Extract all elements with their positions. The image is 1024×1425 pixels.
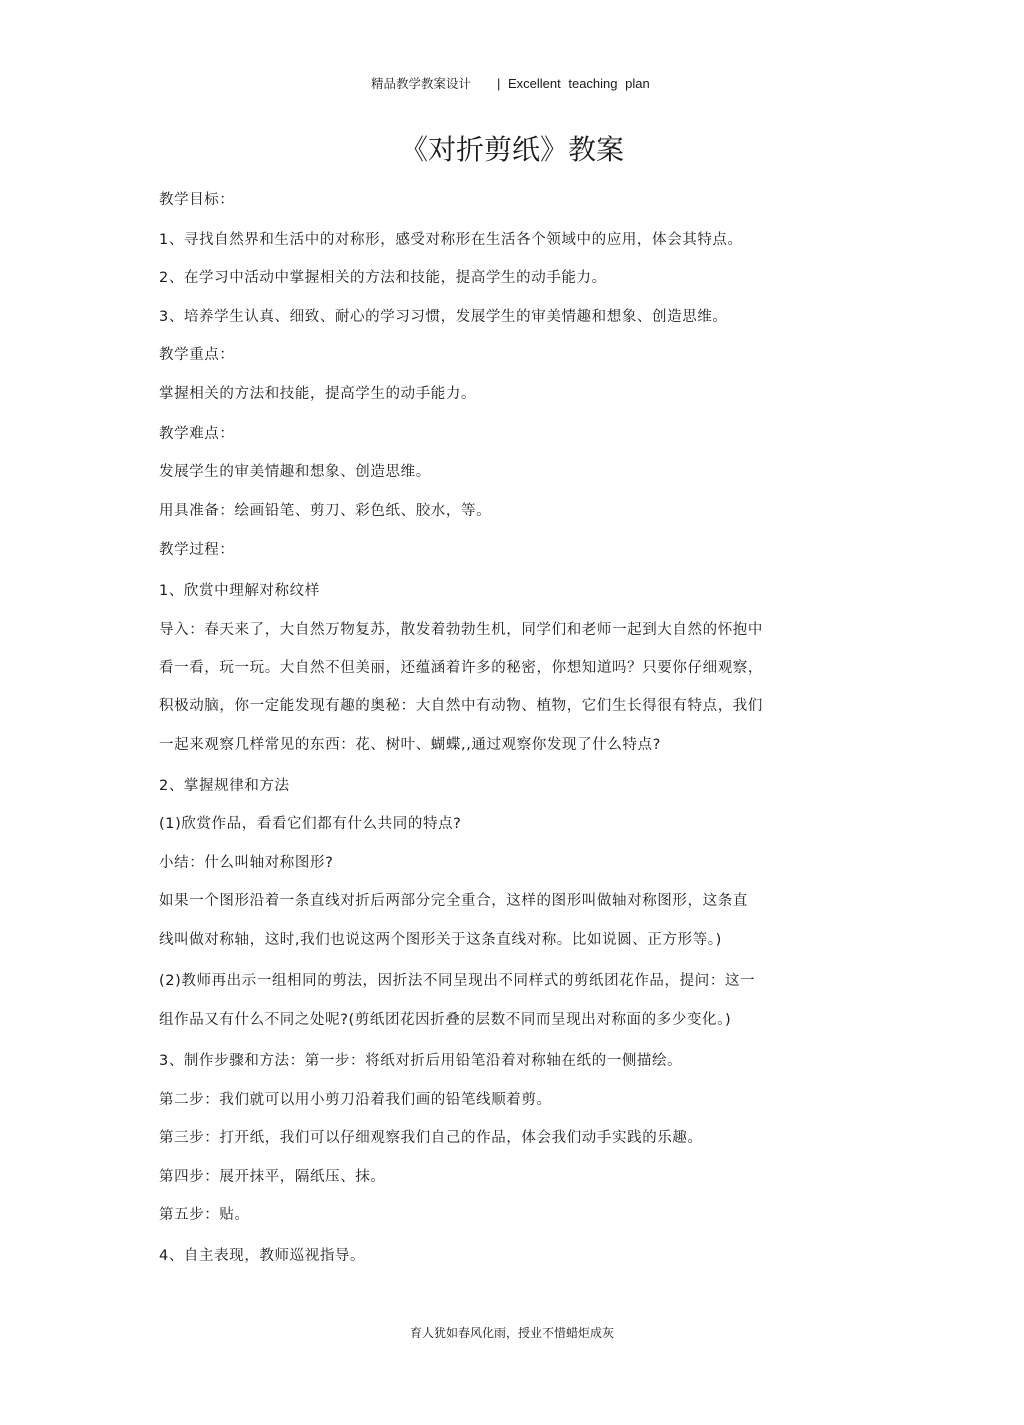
paragraph-line: 积极动脑，你一定能发现有趣的奥秘：大自然中有动物、植物，它们生长得很有特点，我们 (159, 698, 763, 714)
paragraph-line: 组作品又有什么不同之处呢?(剪纸团花因折叠的层数不同而呈现出对称面的多少变化。) (159, 1012, 732, 1028)
paragraph-line: (1)欣赏作品，看看它们都有什么共同的特点? (159, 816, 462, 832)
paragraph-line: 掌握相关的方法和技能，提高学生的动手能力。 (159, 386, 477, 402)
document-title: 《对折剪纸》教案 (399, 133, 624, 166)
paragraph-line: 第五步：贴。 (159, 1207, 250, 1223)
paragraph-line: 1、欣赏中理解对称纹样 (159, 583, 320, 599)
header-right-text: | Excellent teaching plan (497, 76, 650, 91)
paragraph-line: 第四步：展开抹平，隔纸压、抹。 (159, 1169, 386, 1185)
section-heading-key-points: 教学重点： (159, 347, 235, 363)
paragraph-line: 用具准备：绘画铅笔、剪刀、彩色纸、胶水，等。 (159, 503, 492, 519)
paragraph-line: 3、培养学生认真、细致、耐心的学习习惯，发展学生的审美情趣和想象、创造思维。 (159, 309, 728, 325)
section-heading-difficulties: 教学难点： (159, 426, 235, 442)
header-left-text: 精品教学教案设计 (371, 76, 472, 91)
paragraph-line: 2、在学习中活动中掌握相关的方法和技能，提高学生的动手能力。 (159, 270, 607, 286)
paragraph-line: 发展学生的审美情趣和想象、创造思维。 (159, 464, 431, 480)
paragraph-line: 一起来观察几样常见的东西：花、树叶、蝴蝶,,通过观察你发现了什么特点? (159, 737, 661, 753)
paragraph-line: 线叫做对称轴，这时,我们也说这两个图形关于这条直线对称。比如说圆、正方形等。) (159, 932, 722, 948)
paragraph-line: 如果一个图形沿着一条直线对折后两部分完全重合，这样的图形叫做轴对称图形，这条直 (159, 893, 748, 909)
paragraph-line: 导入：春天来了，大自然万物复苏，散发着勃勃生机，同学们和老师一起到大自然的怀抱中 (159, 622, 763, 638)
paragraph-line: 小结：什么叫轴对称图形? (159, 855, 334, 871)
paragraph-line: 2、掌握规律和方法 (159, 778, 290, 794)
paragraph-line: 第二步：我们就可以用小剪刀沿着我们画的铅笔线顺着剪。 (159, 1092, 552, 1108)
section-heading-objectives: 教学目标： (159, 192, 235, 208)
page-footer: 育人犹如春风化雨，授业不惜蜡炬成灰 (409, 1326, 614, 1340)
paragraph-line: 看一看，玩一玩。大自然不但美丽，还蕴涵着许多的秘密，你想知道吗？只要你仔细观察， (159, 660, 763, 676)
paragraph-line: 4、自主表现，教师巡视指导。 (159, 1248, 366, 1264)
section-heading-process: 教学过程： (159, 542, 235, 558)
paragraph-line: (2)教师再出示一组相同的剪法，因折法不同呈现出不同样式的剪纸团花作品，提问：这一 (159, 973, 756, 989)
paragraph-line: 3、制作步骤和方法：第一步：将纸对折后用铅笔沿着对称轴在纸的一侧描绘。 (159, 1053, 683, 1069)
paragraph-line: 1、寻找自然界和生活中的对称形，感受对称形在生活各个领域中的应用，体会其特点。 (159, 232, 743, 248)
paragraph-line: 第三步：打开纸，我们可以仔细观察我们自己的作品，体会我们动手实践的乐趣。 (159, 1130, 703, 1146)
